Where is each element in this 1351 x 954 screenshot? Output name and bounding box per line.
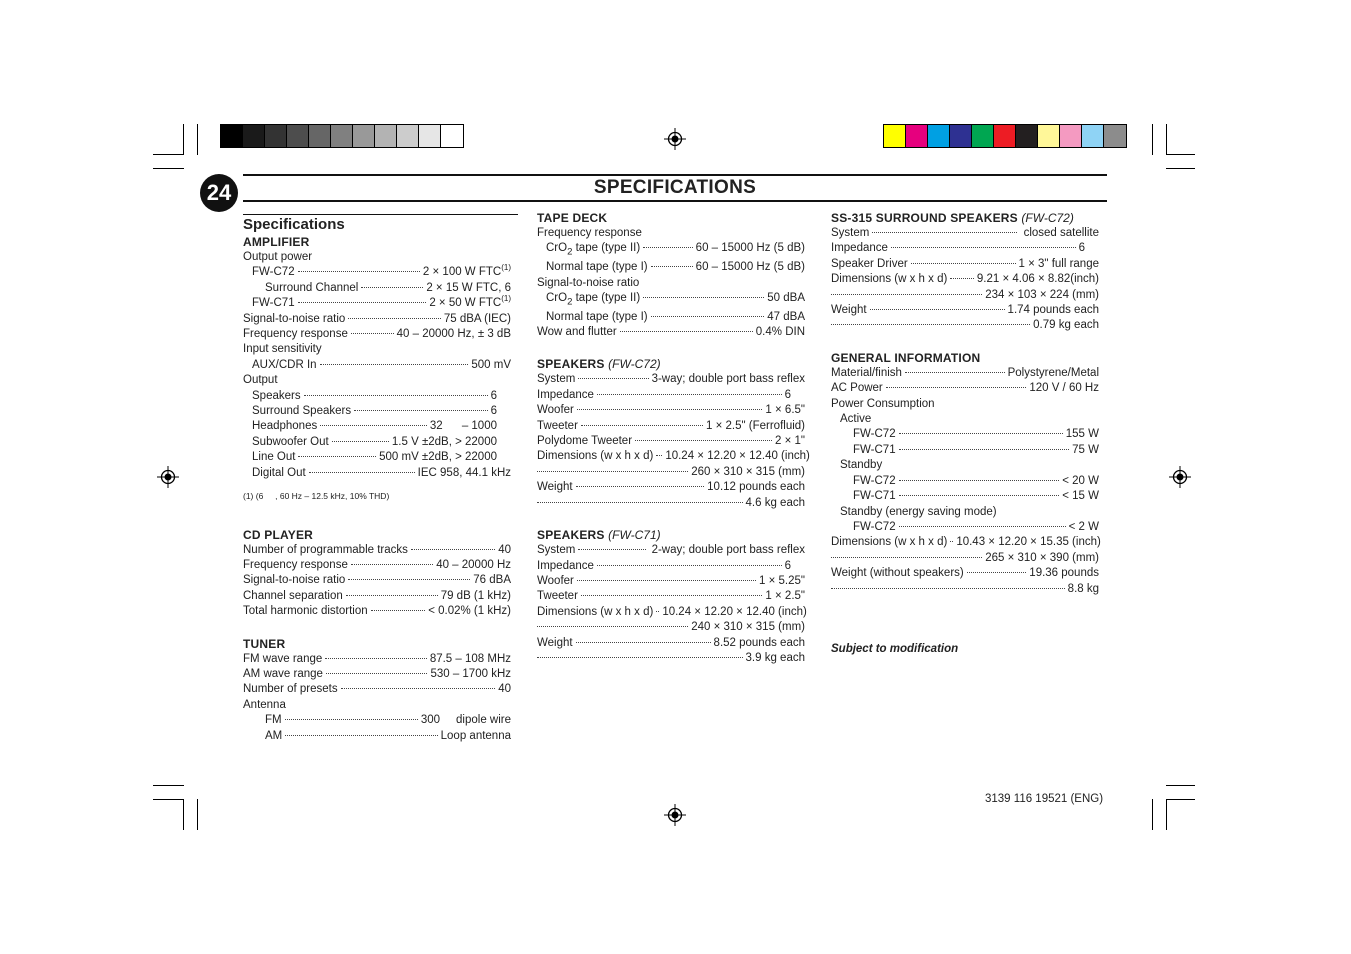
document-code: 3139 116 19521 (ENG) — [985, 793, 1104, 805]
spec-row-wow-flutter: Wow and flutter 0.4% DIN — [537, 326, 805, 339]
spec-row-fwc71-power: FW-C71 2 × 50 W FTC$^{(1)}$ — [252, 294, 511, 310]
spec-row-ss-weight-kg: 0.79 kg each — [831, 318, 1099, 333]
crop-mark — [183, 124, 184, 155]
color-swatch-bar — [883, 124, 1127, 148]
spec-row-spk72-dimensions-mm: 260 × 310 × 315 (mm) — [537, 465, 805, 480]
color-swatch — [1104, 125, 1126, 147]
color-swatch — [419, 125, 441, 147]
spec-row-eco-fwc72: FW-C72 < 2 W — [853, 520, 1099, 533]
crop-mark — [1166, 168, 1195, 169]
footnote: (1) (6 , 60 Hz – 12.5 kHz, 10% THD) — [243, 491, 390, 502]
crop-mark — [153, 154, 184, 155]
spec-row-normal-snr: Normal tape (type I) 47 dBA — [546, 310, 805, 323]
antenna-label: Antenna — [243, 698, 286, 711]
crop-mark — [1166, 799, 1195, 800]
spec-row-spk72-dimensions: Dimensions (w x h x d) 10.24 × 12.20 × 12.40 (inch) — [537, 450, 810, 463]
spec-row-cro2-snr: CrO$_2$ tape (type II) 50 dBA — [546, 291, 805, 308]
color-swatch — [1016, 125, 1038, 147]
spec-row-spk72-woofer: Woofer 1 × 6.5" — [537, 404, 805, 417]
crop-mark — [183, 799, 184, 830]
spec-row-ss-dimensions-mm: 234 × 103 × 224 (mm) — [831, 288, 1099, 303]
spec-row-normal-freq: Normal tape (type I) 60 – 15000 Hz (5 dB) — [546, 261, 805, 274]
spec-row-aux-in: AUX/CDR In 500 mV — [252, 358, 511, 371]
standby-eco-label: Standby (energy saving mode) — [840, 505, 997, 518]
title-bar — [243, 174, 1107, 202]
spec-row-speakers: Speakers 6 — [252, 389, 497, 402]
color-swatch — [1038, 125, 1060, 147]
spec-row-active-fwc72: FW-C72 155 W — [853, 428, 1099, 441]
spec-row-amp-freq: Frequency response 40 – 20000 Hz, ± 3 dB — [243, 328, 511, 341]
spec-row-ss-dimensions: Dimensions (w x h x d) 9.21 × 4.06 × 8.82(inch) — [831, 273, 1099, 286]
spec-row-surround-speakers: Surround Speakers 6 — [252, 405, 497, 418]
spec-row-spk72-impedance: Impedance 6 — [537, 388, 791, 401]
subject-to-modification: Subject to modification — [831, 642, 959, 655]
spec-row-amp-snr: Signal-to-noise ratio 75 dBA (IEC) — [243, 312, 511, 325]
spec-row-spk72-weight-kg: 4.6 kg each — [537, 496, 805, 511]
spec-row-ss-weight: Weight 1.74 pounds each — [831, 304, 1099, 317]
spec-row-spk71-tweeter: Tweeter 1 × 2.5" — [537, 590, 805, 603]
page-number: 24 — [200, 174, 238, 212]
spec-row-fwc72-power: FW-C72 2 × 100 W FTC$^{(1)}$ — [252, 263, 511, 279]
spec-row-spk72-weight: Weight 10.12 pounds each — [537, 481, 805, 494]
color-swatch — [884, 125, 906, 147]
registration-mark-icon — [664, 128, 686, 150]
color-swatch — [1082, 125, 1104, 147]
color-swatch — [994, 125, 1016, 147]
spec-row-spk72-polydome: Polydome Tweeter 2 × 1" — [537, 435, 805, 448]
spec-row-spk71-weight: Weight 8.52 pounds each — [537, 636, 805, 649]
crop-mark — [1166, 785, 1195, 786]
color-swatch — [906, 125, 928, 147]
registration-mark-icon — [157, 466, 179, 488]
color-swatch — [287, 125, 309, 147]
spec-row-spk71-weight-kg: 3.9 kg each — [537, 651, 805, 666]
crop-mark — [1166, 799, 1167, 830]
tape-snr-label: Signal-to-noise ratio — [537, 276, 640, 289]
surround-speakers-heading: SS-315 SURROUND SPEAKERS (FW-C72) — [831, 211, 1074, 225]
spec-row-ss-driver: Speaker Driver 1 × 3" full range — [831, 257, 1099, 270]
spec-row-subwoofer-out: Subwoofer Out 1.5 V ±2dB, > 22000 — [252, 435, 497, 448]
speakers-fwc72-heading: SPEAKERS (FW-C72) — [537, 357, 661, 372]
spec-row-spk71-woofer: Woofer 1 × 5.25" — [537, 574, 805, 587]
general-information-heading: GENERAL INFORMATION — [831, 350, 981, 365]
spec-row-antenna-am: AM Loop antenna — [265, 729, 511, 742]
color-swatch — [950, 125, 972, 147]
spec-row-cd-tracks: Number of programmable tracks 40 — [243, 543, 511, 556]
color-swatch — [397, 125, 419, 147]
spec-row-presets: Number of presets 40 — [243, 683, 511, 696]
spec-row-digital-out: Digital Out IEC 958, 44.1 kHz — [252, 466, 511, 479]
tuner-heading: TUNER — [243, 636, 286, 651]
crop-mark — [153, 785, 184, 786]
spec-row-cd-snr: Signal-to-noise ratio 76 dBA — [243, 574, 511, 587]
speakers-fwc71-heading: SPEAKERS (FW-C71) — [537, 528, 661, 543]
output-label: Output — [243, 374, 278, 387]
spec-row-cd-thd: Total harmonic distortion < 0.02% (1 kHz) — [243, 605, 511, 618]
color-swatch — [1060, 125, 1082, 147]
spec-row-standby-fwc71: FW-C71 < 15 W — [853, 490, 1099, 503]
specifications-subhead: Specifications — [243, 214, 518, 234]
color-swatch — [972, 125, 994, 147]
cd-player-heading: CD PLAYER — [243, 527, 314, 542]
spec-row-spk71-impedance: Impedance 6 — [537, 559, 791, 572]
spec-row-active-fwc71: FW-C71 75 W — [853, 443, 1099, 456]
spec-row-fm-range: FM wave range 87.5 – 108 MHz — [243, 652, 511, 665]
spec-row-standby-fwc72: FW-C72 < 20 W — [853, 474, 1099, 487]
spec-row-ss-impedance: Impedance 6 — [831, 242, 1085, 255]
color-swatch — [928, 125, 950, 147]
crop-mark — [197, 799, 198, 830]
page-title: SPECIFICATIONS — [593, 177, 757, 198]
spec-row-antenna-fm: FM 300 dipole wire — [265, 714, 511, 727]
color-swatch — [375, 125, 397, 147]
spec-row-cd-freq: Frequency response 40 – 20000 Hz — [243, 558, 511, 571]
color-swatch — [221, 125, 243, 147]
input-sensitivity-label: Input sensitivity — [243, 343, 322, 356]
spec-row-spk71-system: System 2-way; double port bass reflex — [537, 544, 805, 557]
registration-mark-icon — [1169, 466, 1191, 488]
color-swatch — [441, 125, 463, 147]
tape-deck-heading: TAPE DECK — [537, 211, 608, 225]
column-middle — [537, 210, 810, 666]
crop-mark — [153, 168, 184, 169]
spec-row-line-out: Line Out 500 mV ±2dB, > 22000 — [252, 451, 497, 464]
color-swatch — [243, 125, 265, 147]
crop-mark — [153, 799, 184, 800]
column-right — [831, 210, 1099, 657]
spec-row-am-range: AM wave range 530 – 1700 kHz — [243, 667, 511, 680]
spec-row-material: Material/finish Polystyrene/Metal — [831, 366, 1099, 379]
spec-row-surround-channel: Surround Channel 2 × 15 W FTC, 6 — [265, 281, 511, 294]
color-swatch — [309, 125, 331, 147]
column-left — [243, 210, 511, 744]
tape-freq-label: Frequency response — [537, 227, 642, 239]
crop-mark — [1166, 154, 1195, 155]
output-power-label: Output power — [243, 251, 313, 263]
color-swatch — [331, 125, 353, 147]
amplifier-heading: AMPLIFIER — [243, 235, 310, 249]
standby-label: Standby — [840, 459, 883, 472]
spec-row-gen-dimensions-mm: 265 × 310 × 390 (mm) — [831, 551, 1099, 566]
grayscale-swatch-bar — [220, 124, 464, 148]
color-swatch — [353, 125, 375, 147]
crop-mark — [1166, 124, 1167, 155]
spec-row-gen-weight: Weight (without speakers) 19.36 pounds — [831, 567, 1099, 580]
spec-row-gen-weight-kg: 8.8 kg — [831, 582, 1099, 597]
color-swatch — [265, 125, 287, 147]
spec-row-spk72-tweeter: Tweeter 1 × 2.5" (Ferrofluid) — [537, 419, 805, 432]
spec-row-gen-dimensions: Dimensions (w x h x d) 10.43 × 12.20 × 15.35 (inch) — [831, 536, 1101, 549]
spec-row-cro2-freq: CrO$_2$ tape (type II) 60 – 15000 Hz (5 dB) — [546, 242, 805, 258]
spec-row-cd-separation: Channel separation 79 dB (1 kHz) — [243, 589, 511, 602]
spec-row-spk71-dimensions-mm: 240 × 310 × 315 (mm) — [537, 620, 805, 635]
spec-row-spk71-dimensions: Dimensions (w x h x d) 10.24 × 12.20 × 12.40 (inch) — [537, 605, 807, 618]
crop-mark — [1152, 799, 1153, 830]
active-label: Active — [840, 413, 872, 426]
crop-mark — [1152, 124, 1153, 155]
crop-mark — [197, 124, 198, 155]
power-consumption-label: Power Consumption — [831, 397, 935, 410]
spec-row-headphones: Headphones 32 – 1000 — [252, 420, 497, 433]
spec-row-spk72-system: System 3-way; double port bass reflex — [537, 373, 805, 386]
spec-row-ac-power: AC Power 120 V / 60 Hz — [831, 382, 1099, 395]
spec-row-ss-system: System closed satellite — [831, 227, 1099, 239]
registration-mark-icon — [664, 804, 686, 826]
